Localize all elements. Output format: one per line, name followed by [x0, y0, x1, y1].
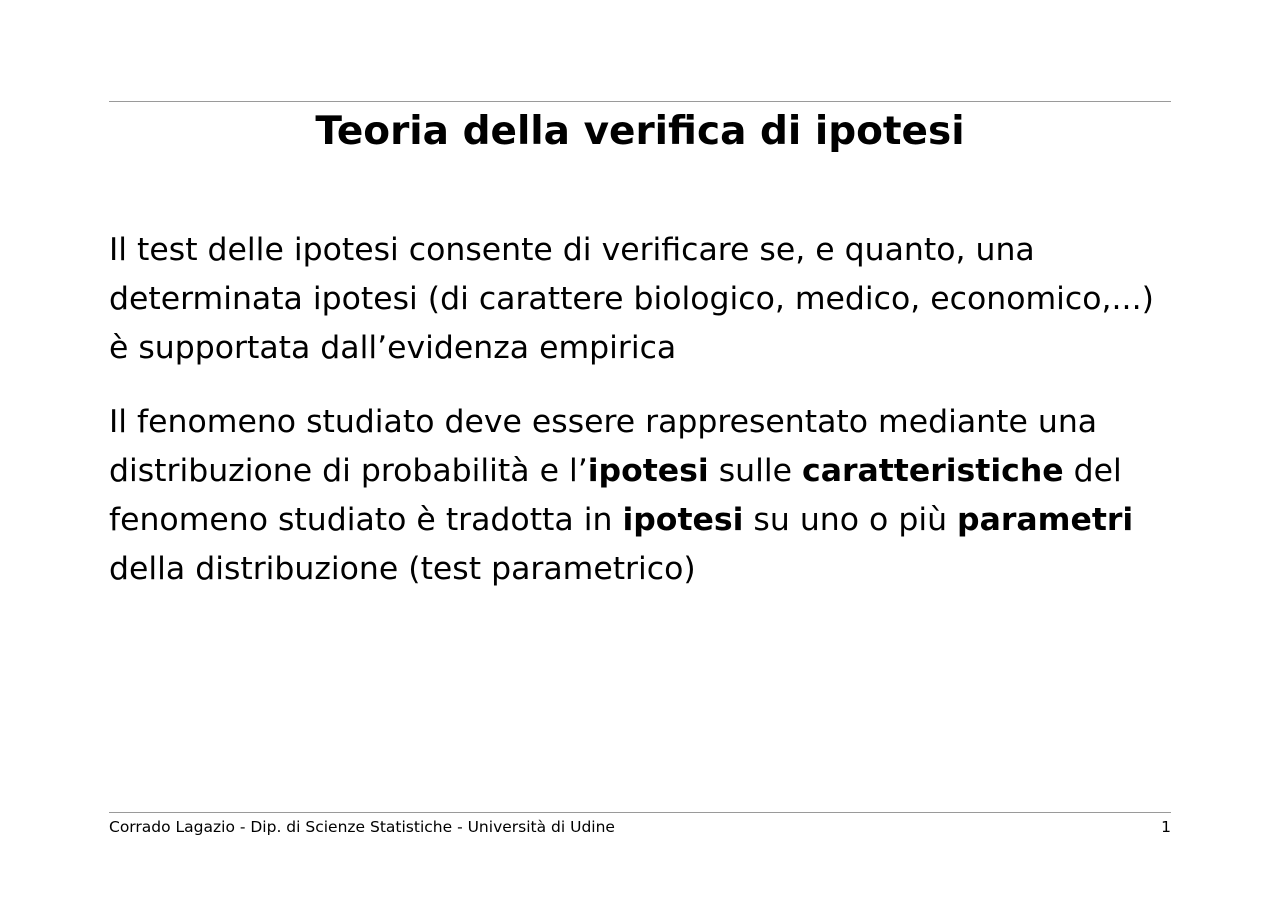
text-segment: su uno o più — [743, 502, 958, 538]
paragraph-phenomenon-line-4: della distribuzione (test parametrico) — [109, 551, 696, 587]
footer-divider — [109, 812, 1171, 813]
paragraph-phenomenon-line-3 — [109, 496, 1209, 545]
paragraph-intro — [109, 226, 1209, 373]
paragraph-phenomenon-line-2 — [109, 447, 1209, 496]
paragraph-phenomenon-line-1: Il fenomeno studiato deve essere rappresentato mediante una — [109, 404, 1098, 440]
footer-credit: Corrado Lagazio - Dip. di Scienze Statistiche - Università di Udine — [109, 818, 615, 836]
header-divider — [109, 101, 1171, 102]
text-segment: fenomeno studiato è tradotta in — [109, 502, 623, 538]
emphasis-caratteristiche: caratteristiche — [802, 453, 1064, 489]
paragraph-phenomenon — [109, 398, 1209, 594]
slide-title: Teoria della verifica di ipotesi — [315, 109, 965, 154]
emphasis-ipotesi: ipotesi — [587, 453, 709, 489]
paragraph-intro-line-1: Il test delle ipotesi consente di verificare se, e quanto, una — [109, 232, 1035, 268]
text-segment: sulle — [708, 453, 803, 489]
page-number: 1 — [1161, 818, 1171, 836]
paragraph-intro-line-3: è supportata dall’evidenza empirica — [109, 330, 677, 366]
emphasis-parametri: parametri — [957, 502, 1134, 538]
text-segment: distribuzione di probabilità e l’ — [109, 453, 588, 489]
paragraph-intro-line-2: determinata ipotesi (di carattere biologico, medico, economico,...) — [109, 281, 1154, 317]
emphasis-ipotesi: ipotesi — [622, 502, 744, 538]
text-segment: del — [1063, 453, 1122, 489]
